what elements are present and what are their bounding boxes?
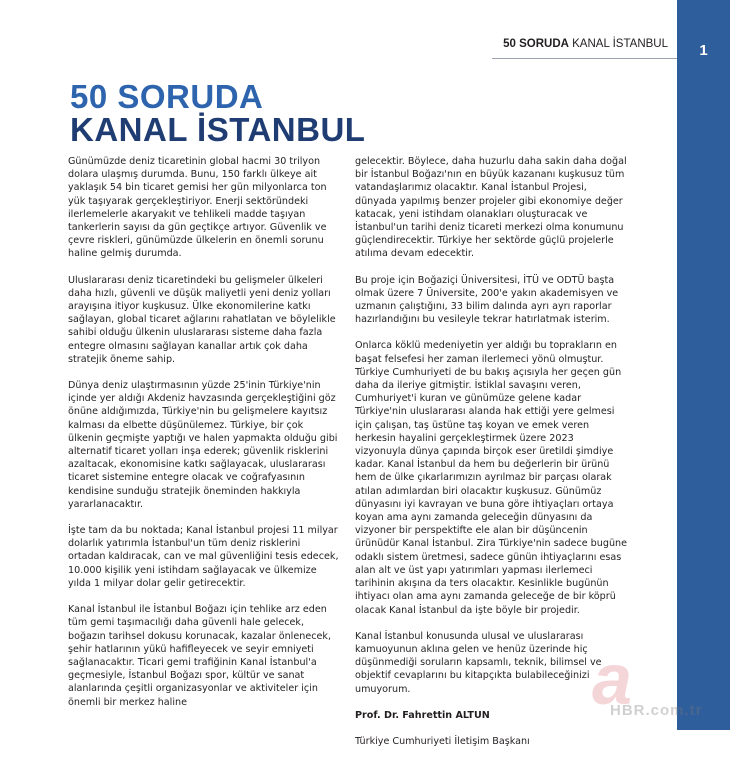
paragraph: Günümüzde deniz ticaretinin global hacmi 30 trilyon dolara ulaşmış durumda. Bunu, 150 farklı ülkeye ait yaklaşık 54 bin ticaret gemisi her gün milyonlarca ton yük taşıyarak gerçekleştiriyor. Enerji sektöründeki ilerlemelerle akaryakıt ve tehlikeli madde taşıyan tankerlerin sayısı da gün geçtikçe artıyor. Güvenlik ve çevre riskleri, günümüzde ülkelerin en önemli sorunu haline gelmiş durumda. bbox=[68, 156, 327, 260]
right-column bbox=[355, 155, 627, 761]
watermark-text: HBR.com.tr bbox=[610, 702, 703, 719]
title-line-1: 50 SORUDA bbox=[70, 78, 264, 115]
title-line-2: KANAL İSTANBUL bbox=[70, 111, 366, 148]
paragraph: İşte tam da bu noktada; Kanal İstanbul projesi 11 milyar dolarlık yatırımla İstanbul'un tüm deniz risklerini ortadan kaldıracak, can ve mal güvenliğini tesis edecek, 10.000 kişilik yeni istihdam sağlayacak ve ülkemize yılda 1 milyar dolar gelir getirecektir. bbox=[68, 525, 339, 589]
paragraph: gelecektir. Böylece, daha huzurlu daha sakin daha doğal bir İstanbul Boğazı'nın en büyük kazananı kuşkusuz tüm vatandaşlarımız olacaktır. Kanal İstanbul Projesi, dünyada yapılmış benzer projeler gibi ekonomiye değer katacak, yeni istihdam olanakları oluşturacak ve İstanbul'un tarihi deniz ticareti merkezi olma konumunu güçlendirecektir. Türkiye her sektörde güçlü projelerle atılıma devam edecektir. bbox=[355, 156, 627, 260]
paragraph: Kanal İstanbul ile İstanbul Boğazı için tehlike arz eden tüm gemi taşımacılığı daha güvenli hale gelecek, boğazın tarihsel dokusu korunacak, kazalar önlenecek, şehir hatlarının yükü hafifleyecek ve seyir emniyeti sağlanacaktır. Ticari gemi trafiğinin Kanal İstanbul'a geçmesiyle, İstanbul Boğazı spor, kültür ve sanat alanlarında çeşitli organizasyonlar ve aktiviteler için önemli bir merkez haline bbox=[68, 604, 332, 708]
running-header bbox=[503, 38, 668, 50]
paragraph: Uluslararası deniz ticaretindeki bu gelişmeler ülkeleri daha hızlı, güvenli ve düşük maliyetli yeni deniz yolları arayışına itiyor kuşkusuz. Ülke ekonomilerine katkı sağlayan, global ticaret ağlarını rahatlatan ve böylelikle sahibi olduğu ülkenin uluslararası sisteme daha fazla entegre olmasını sağlayan kanallar artık çok daha stratejik öneme sahip. bbox=[68, 274, 336, 365]
header-rule bbox=[492, 58, 677, 59]
page-title bbox=[70, 80, 365, 146]
watermark-logo-letter: a bbox=[592, 640, 633, 720]
signature-block bbox=[355, 709, 627, 748]
left-column bbox=[68, 155, 340, 722]
paragraph: Bu proje için Boğaziçi Üniversitesi, İTÜ ve ODTÜ başta olmak üzere 7 Üniversite, 200'e yakın akademisyen ve uzmanın çalıştığını, 33 bilim dalında ayrı ayrı raporlar hazırlandığını bu vesileyle tekrar hatırlatmak isterim. bbox=[355, 274, 619, 326]
paragraph: Dünya deniz ulaştırmasının yüzde 25'inin Türkiye'nin içinde yer aldığı Akdeniz havzasında gerçekleştiğini göz önüne aldığımızda, Türkiye'nin bu gelişmelere kayıtsız kalması da elbette düşünülemez. Türkiye, bir çok ülkenin geçmişte yaptığı ve halen yapmakta olduğu gibi alternatif ticaret yolları inşa ederek; güvenlik risklerini azaltacak, ekonomisine katkı sağlayacak, uluslararası ticaret sistemine entegre olacak ve coğrafyasının kendisine sunduğu stratejik öneminden hakkıyla yararlanacaktır. bbox=[68, 380, 338, 510]
signature-name: Prof. Dr. Fahrettin ALTUN bbox=[355, 709, 490, 721]
running-header-bold: 50 SORUDA bbox=[503, 38, 569, 50]
running-header-light: KANAL İSTANBUL bbox=[568, 38, 668, 50]
signature-title: Türkiye Cumhuriyeti İletişim Başkanı bbox=[355, 735, 530, 747]
blue-sidebar bbox=[677, 0, 730, 730]
page-number: 1 bbox=[699, 42, 708, 59]
watermark bbox=[590, 640, 710, 730]
paragraph: Kanal İstanbul konusunda ulusal ve uluslararası kamuoyunun aklına gelen ve henüz üzerinde hiç düşünmediği soruların kapsamlı, teknik, bilimsel ve objektif cevaplarını bu kitapçıkta bulabileceğinizi umuyorum. bbox=[355, 630, 602, 695]
paragraph: Onlarca köklü medeniyetin yer aldığı bu toprakların en başat felsefesi her zaman ilerlemeci yönü olmuştur. Türkiye Cumhuriyeti de bu bakış açısıyla her geçen gün daha da ileriye gitmiştir. İstiklal savaşını veren, Cumhuriyet'i kuran ve günümüze gelene kadar Türkiye'nin uluslararası alanda hak ettiği yere gelmesi için çalışan, taş üstüne taş koyan ve emek veren herkesin hayalini gerçekleştirmek üzere 2023 vizyonuyla dünya çapında birçok eser üretildi şimdiye kadar. Kanal İstanbul da hem bu değerlerin bir ürünü hem de ülke çıkarlarımızın ayrılmaz bir parçası olarak atılan adımlardan biri olacaktır kuşkusuz. Günümüz dünyasını iyi kavrayan ve buna göre ihtiyaçları ortaya koyan ama aynı zamanda geleceğin dünyasını da vizyoner bir perspektifte ele alan bir düşüncenin ürünüdür Kanal İstanbul. Zira Türkiye'nin sadece bugüne odaklı sistem üretmesi, sadece günün ihtiyaçlarını esas alan alt ve üst yapı yatırımları yapması ilerlemeci tarihinin akışına da ters olacaktır. Kesinlikle bugünün ihtiyacı olan ama aynı zamanda geleceğe de bir köprü olacak Kanal İstanbul da işte böyle bir projedir. bbox=[355, 340, 628, 616]
